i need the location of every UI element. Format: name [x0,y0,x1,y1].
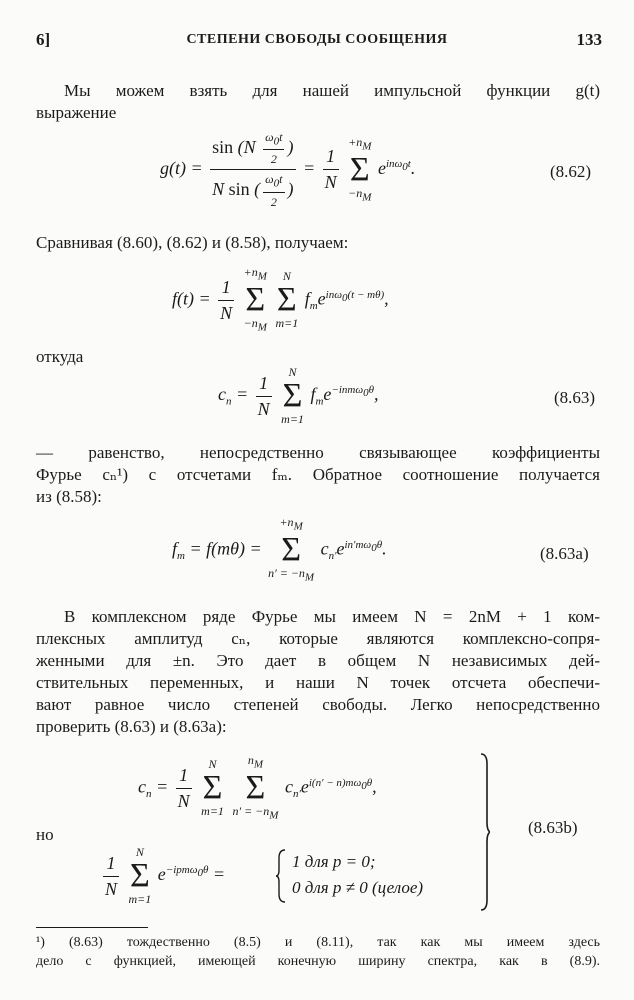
cases-brace-icon [275,848,287,904]
text-line: из (8.58): [36,487,102,506]
text-line: плексных амплитуд cₙ, которые являются комплексно-сопря- [36,629,600,648]
text-line: вают равное число степеней свободы. Легко непосредственно [36,695,600,714]
footnote [36,933,600,971]
equation-8-62: g(t) = sin (N $\frac{\omega_0t}{2}$ ) N sin ( $\frac{\omega_0t}{2}$ ) = $\frac{1}{N}$ $+n_M$ Σ $-n_M$ $e^{in\omega_0t}$. [160,130,416,209]
paragraph-but [36,824,96,846]
paragraph-relation [36,442,600,508]
equation-f-of-t: f(t) = $\frac{1}{N}$ $+n_M$ Σ $-n_M$ N Σ m=1 $f_me^{in\omega_0(t - m\theta)}$, [172,265,389,334]
equation-number: (8.62) [550,162,592,181]
paragraph-comparison [36,232,600,254]
text-line: Сравнивая (8.60), (8.62) и (8.58), получаем: [36,233,349,252]
case-p-zero: 1 для p = 0; [292,852,376,871]
equation-8-63b-upper: $c_n$ = $\frac{1}{N}$ N Σ m=1 $n_M$ Σ $n' = -n_M$ $c_{n'}e^{i(n' - n)m\omega_0\theta}$, [138,753,377,822]
footnote-rule [36,927,148,928]
text-line: женными для ±n. Это дает в общем N независимых дей- [36,651,600,670]
right-brace-icon [480,752,490,912]
paragraph-intro [36,80,600,124]
equation-number: (8.63b) [528,818,578,837]
equation-number: (8.63a) [540,544,589,563]
equation-8-63a: $f_m = f(m\theta)$ = $+n_M$ Σ $n' = -n_M$ $c_{n'}e^{in'm\omega_0\theta}$. [172,515,387,584]
equation-number: (8.63) [554,388,596,407]
footnote-line: дело с функцией, имеющей конечную ширину спектра, как в (8.9). [36,954,600,969]
section-number: 6] [36,30,51,49]
text-line: но [36,825,54,844]
case-p-nonzero: 0 для p ≠ 0 (целое) [292,878,424,897]
text-line: Мы можем взять для нашей импульсной функции g(t) [64,81,600,100]
equation-8-63b-lower: $\frac{1}{N}$ N Σ m=1 $e^{-ipm\omega_0\theta}$ = [105,845,226,906]
text-line: В комплексном ряде Фурье мы имеем N = 2nM + 1 ком- [64,607,600,626]
page-number: 133 [576,30,602,49]
text-line: Фурье cₙ¹) с отсчетами fₘ. Обратное соотношение получается [36,465,600,484]
text-line: — равенство, непосредственно связывающее коэффициенты [36,443,600,462]
text-line: откуда [36,347,84,366]
text-line: проверить (8.63) и (8.63a): [36,717,227,736]
paragraph-complex-series [36,606,600,738]
footnote-line: ¹) (8.63) тождественно (8.5) и (8.11), так как мы имеем здесь [36,935,600,950]
equation-8-63: $c_n$ = $\frac{1}{N}$ N Σ m=1 $f_me^{-inm\omega_0\theta}$, [218,365,379,426]
running-header [32,30,602,54]
text-line: выражение [36,103,117,122]
paragraph-whence [36,346,600,368]
text-line: ствительных переменных, и наши N точек отсчета обеспечи- [36,673,600,692]
chapter-title: СТЕПЕНИ СВОБОДЫ СООБЩЕНИЯ [186,32,448,47]
